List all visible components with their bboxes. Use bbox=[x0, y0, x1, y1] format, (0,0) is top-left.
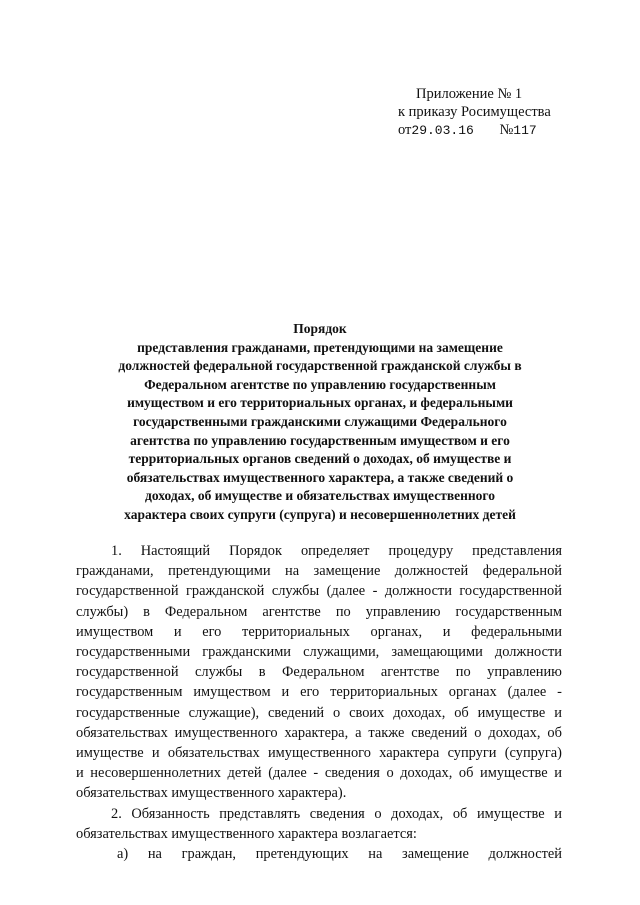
title-line: агентства по управлению государственным имуществом и его bbox=[130, 432, 510, 448]
word: Порядок bbox=[229, 543, 282, 559]
word: о bbox=[374, 805, 382, 822]
word: представлять bbox=[219, 805, 301, 822]
title-line: обязательствах имущественного характера, а также сведений о bbox=[126, 469, 514, 485]
word: о bbox=[474, 724, 482, 741]
text-line bbox=[76, 682, 562, 702]
word: обязательствах bbox=[76, 724, 168, 741]
word: об bbox=[458, 765, 474, 782]
title-line: доходах, об имуществе и обязательствах имущественного bbox=[145, 488, 495, 504]
paragraph-2-second-line: обязательствах имущественного характера возлагается: bbox=[76, 825, 417, 842]
word: и bbox=[151, 745, 160, 762]
word: (далее bbox=[507, 684, 547, 701]
word: служащие), bbox=[188, 704, 260, 721]
title-line: имуществом и его территориальных органах, и федеральными bbox=[127, 395, 513, 411]
word: характера, bbox=[284, 724, 349, 741]
word: замещение bbox=[402, 846, 469, 863]
word: доходах, bbox=[393, 704, 446, 721]
word: - bbox=[313, 765, 319, 782]
word: а bbox=[355, 724, 362, 741]
word: (далее bbox=[326, 583, 366, 600]
word: и bbox=[281, 684, 290, 701]
word: своих bbox=[349, 704, 385, 721]
word: управлению bbox=[487, 664, 562, 681]
paragraph-2a bbox=[76, 844, 562, 864]
word: на bbox=[368, 846, 383, 863]
paragraph-1 bbox=[76, 541, 562, 783]
word: замещение bbox=[313, 563, 381, 580]
text-line bbox=[76, 622, 562, 642]
title-line: представления гражданами, претендующими на замещение bbox=[137, 339, 503, 355]
paragraph-2 bbox=[76, 804, 562, 824]
word: характера bbox=[379, 745, 440, 762]
text-line bbox=[76, 723, 562, 743]
word: государственные bbox=[76, 704, 180, 721]
word: агентстве bbox=[262, 603, 321, 620]
document-body bbox=[76, 541, 562, 864]
word: его bbox=[202, 623, 222, 640]
text-line bbox=[76, 844, 562, 864]
word: имущественного bbox=[267, 745, 371, 762]
word: (далее bbox=[268, 765, 307, 782]
word: и bbox=[173, 623, 182, 640]
word: Федеральном bbox=[164, 603, 248, 620]
word: должности bbox=[384, 583, 452, 600]
word: 1. bbox=[111, 543, 122, 559]
date-prefix: от bbox=[398, 122, 412, 138]
word: на bbox=[147, 846, 162, 863]
appendix-date-number bbox=[398, 121, 598, 140]
text-line bbox=[76, 743, 562, 763]
word: граждан, bbox=[181, 846, 237, 863]
number-prefix: № bbox=[499, 122, 514, 138]
word: его bbox=[300, 684, 320, 701]
word: супруги bbox=[447, 745, 497, 762]
word: 2. bbox=[111, 805, 122, 822]
word: о bbox=[386, 765, 394, 782]
word: государственной bbox=[76, 583, 179, 600]
word: агентстве bbox=[380, 664, 440, 681]
word: имущественного bbox=[174, 724, 278, 741]
word: государственными bbox=[76, 644, 191, 661]
word: на bbox=[285, 563, 300, 580]
word: о bbox=[333, 704, 341, 721]
title-line: характера своих супруги (супруга) и несовершеннолетних детей bbox=[124, 506, 516, 522]
word: детей bbox=[227, 765, 262, 782]
word: управлению bbox=[365, 603, 441, 620]
word: замещающими bbox=[391, 644, 483, 661]
order-number: 117 bbox=[513, 123, 537, 138]
title-line: территориальных органов сведений о доходах, об имуществе и bbox=[128, 451, 512, 467]
word: службы bbox=[271, 583, 320, 600]
word: доходах, bbox=[391, 805, 444, 822]
word: имуществом bbox=[76, 623, 154, 640]
paragraph-1-last-line: обязательствах имущественного характера). bbox=[76, 785, 347, 802]
word: - bbox=[557, 684, 562, 701]
word: гражданами, bbox=[76, 563, 154, 580]
word: Федеральном bbox=[282, 664, 365, 681]
word: претендующими bbox=[168, 563, 271, 580]
word: в bbox=[143, 603, 150, 620]
word: (супруга) bbox=[504, 745, 562, 762]
text-line bbox=[76, 642, 562, 662]
word: имуществе bbox=[476, 805, 545, 822]
word: об bbox=[454, 704, 469, 721]
document-title bbox=[60, 320, 580, 525]
word: доходах, bbox=[488, 724, 541, 741]
word: и bbox=[554, 765, 562, 782]
word: службы) bbox=[76, 603, 129, 620]
title-heading: Порядок bbox=[293, 321, 347, 336]
word: доходах, bbox=[400, 765, 453, 782]
word: а) bbox=[117, 846, 129, 863]
word: территориальных bbox=[330, 684, 438, 701]
title-line: должностей федеральной государственной гражданской службы в bbox=[118, 358, 522, 374]
text-line bbox=[76, 602, 562, 622]
word: несовершеннолетних bbox=[90, 765, 221, 782]
word: федеральными bbox=[471, 623, 562, 640]
word: сведений bbox=[268, 704, 325, 721]
text-line bbox=[76, 561, 562, 581]
word: в bbox=[258, 664, 266, 681]
word: сведения bbox=[309, 805, 365, 822]
word: определяет bbox=[300, 543, 370, 559]
text-line bbox=[76, 541, 562, 561]
word: должностей bbox=[394, 563, 469, 580]
word: территориальных bbox=[242, 623, 350, 640]
word: представления bbox=[472, 543, 562, 559]
word: также bbox=[368, 724, 405, 741]
word: процедуру bbox=[388, 543, 454, 559]
text-line bbox=[76, 581, 562, 601]
text-line bbox=[76, 662, 562, 682]
appendix-title: Приложение № 1 bbox=[416, 86, 523, 102]
title-lines bbox=[60, 339, 580, 525]
text-line bbox=[76, 804, 562, 824]
title-line: Федеральном агентстве по управлению государственным bbox=[144, 376, 496, 392]
word: по bbox=[335, 603, 351, 620]
word: Обязанность bbox=[131, 805, 210, 822]
word: Настоящий bbox=[140, 543, 211, 559]
word: и bbox=[554, 704, 562, 721]
word: должности bbox=[494, 644, 562, 661]
appendix-header bbox=[398, 85, 598, 140]
word: служащими, bbox=[303, 644, 380, 661]
word: федеральной bbox=[482, 563, 562, 580]
word: и bbox=[76, 765, 84, 782]
word: должностей bbox=[488, 846, 562, 863]
word: обязательствах bbox=[167, 745, 260, 762]
word: претендующих bbox=[255, 846, 349, 863]
word: государственной bbox=[76, 664, 179, 681]
word: об bbox=[452, 805, 468, 822]
text-line bbox=[76, 703, 562, 723]
word: и bbox=[442, 623, 451, 640]
order-date: 29.03.16 bbox=[411, 123, 474, 138]
word: имуществе bbox=[76, 745, 144, 762]
word: гражданской bbox=[186, 583, 265, 600]
word: и bbox=[554, 805, 562, 822]
text-line bbox=[76, 763, 562, 783]
appendix-order-reference: к приказу Росимущества bbox=[398, 104, 551, 120]
word: имуществом bbox=[193, 684, 271, 701]
word: имуществе bbox=[477, 704, 546, 721]
word: по bbox=[455, 664, 471, 681]
word: гражданскими bbox=[202, 644, 292, 661]
word: органах bbox=[448, 684, 497, 701]
title-line: государственными гражданскими служащими Федерального bbox=[133, 413, 507, 429]
word: - bbox=[372, 583, 378, 600]
word: государственным bbox=[76, 684, 183, 701]
word: имуществе bbox=[480, 765, 548, 782]
word: государственной bbox=[459, 583, 562, 600]
word: государственным bbox=[455, 603, 562, 620]
word: сведения bbox=[324, 765, 380, 782]
word: органах, bbox=[370, 623, 423, 640]
word: службы bbox=[195, 664, 243, 681]
word: об bbox=[547, 724, 562, 741]
word: сведений bbox=[411, 724, 468, 741]
